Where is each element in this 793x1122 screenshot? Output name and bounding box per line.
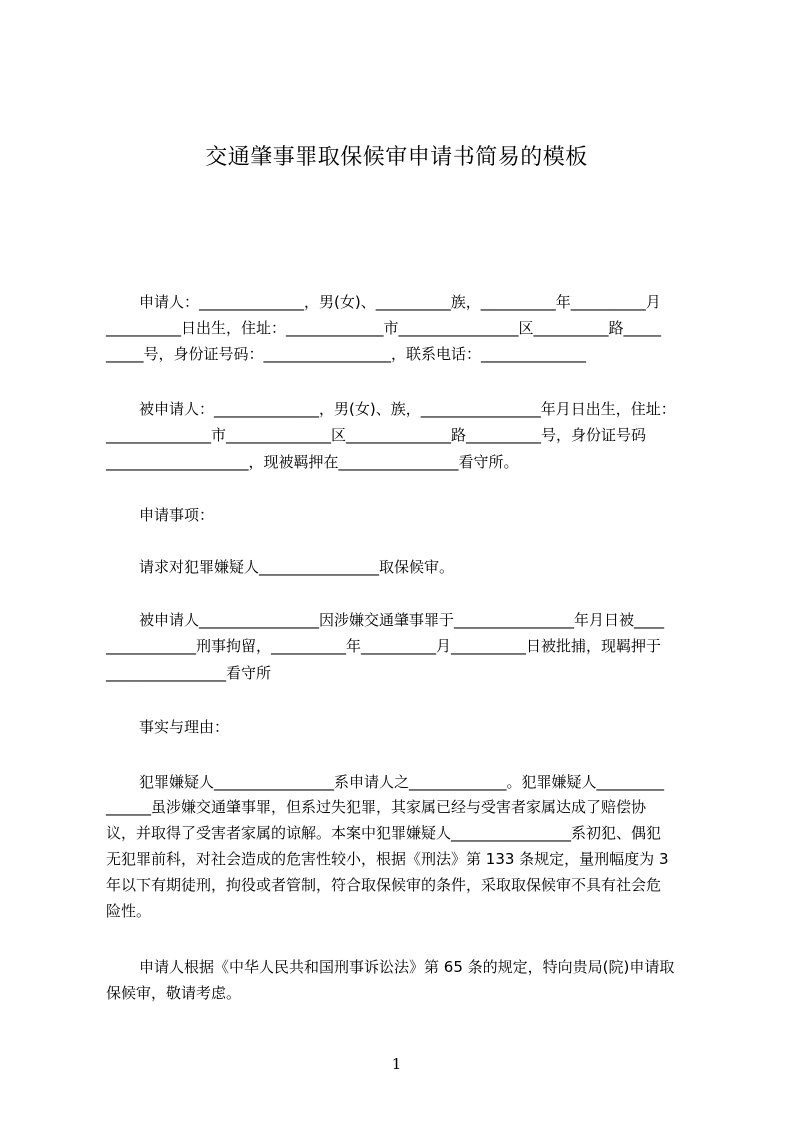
body-line: 议，并取得了受害者家属的谅解。本案中犯罪嫌疑人________________系初犯、偶犯	[106, 824, 662, 842]
body-line: 被申请人________________因涉嫌交通肇事罪于________________年月日被____	[139, 611, 665, 629]
body-line: 保候审，敬请考虑。	[106, 984, 242, 1002]
body-line: ______________市______________区______________路__________号，身份证号码	[106, 426, 647, 444]
section-heading-facts-and-reasons: 事实与理由：	[139, 718, 230, 736]
body-line: __________日出生，住址：_____________市________________区__________路_____	[106, 319, 662, 337]
section-heading-application-items: 申请事项：	[139, 506, 215, 524]
body-line: ____________刑事拘留，__________年__________月__________日被批捕，现羁押于	[106, 637, 662, 655]
body-line: ___________________，现被羁押在________________看守所。	[106, 453, 519, 471]
body-line: ________________看守所	[106, 664, 272, 682]
body-line: ______虽涉嫌交通肇事罪，但系过失犯罪，其家属已经与受害者家属达成了赔偿协	[106, 798, 647, 816]
body-line: 年以下有期徒刑，拘役或者管制，符合取保候审的条件，采取取保候审不具有社会危	[106, 876, 662, 894]
body-line: 险性。	[106, 902, 152, 920]
body-line: 申请人根据《中华人民共和国刑事诉讼法》第 65 条的规定，特向贵局(院)申请取	[139, 958, 675, 976]
document-title: 交通肇事罪取保候审申请书简易的模板	[205, 145, 588, 170]
body-line: 请求对犯罪嫌疑人________________取保候审。	[139, 558, 455, 576]
body-line: _____号，身份证号码：_________________，联系电话：______________	[106, 345, 587, 363]
body-line: 申请人：______________，男(女)、__________族，__________年__________月	[139, 293, 661, 311]
body-line: 犯罪嫌疑人________________系申请人之_____________。犯罪嫌疑人_________	[139, 773, 665, 791]
body-line: 无犯罪前科，对社会造成的危害性较小，根据《刑法》第 133 条规定，量刑幅度为 3	[106, 850, 669, 868]
body-line: 被申请人：______________，男(女)、族，________________年月日出生，住址：	[139, 400, 676, 418]
page-number: 1	[391, 1055, 402, 1073]
